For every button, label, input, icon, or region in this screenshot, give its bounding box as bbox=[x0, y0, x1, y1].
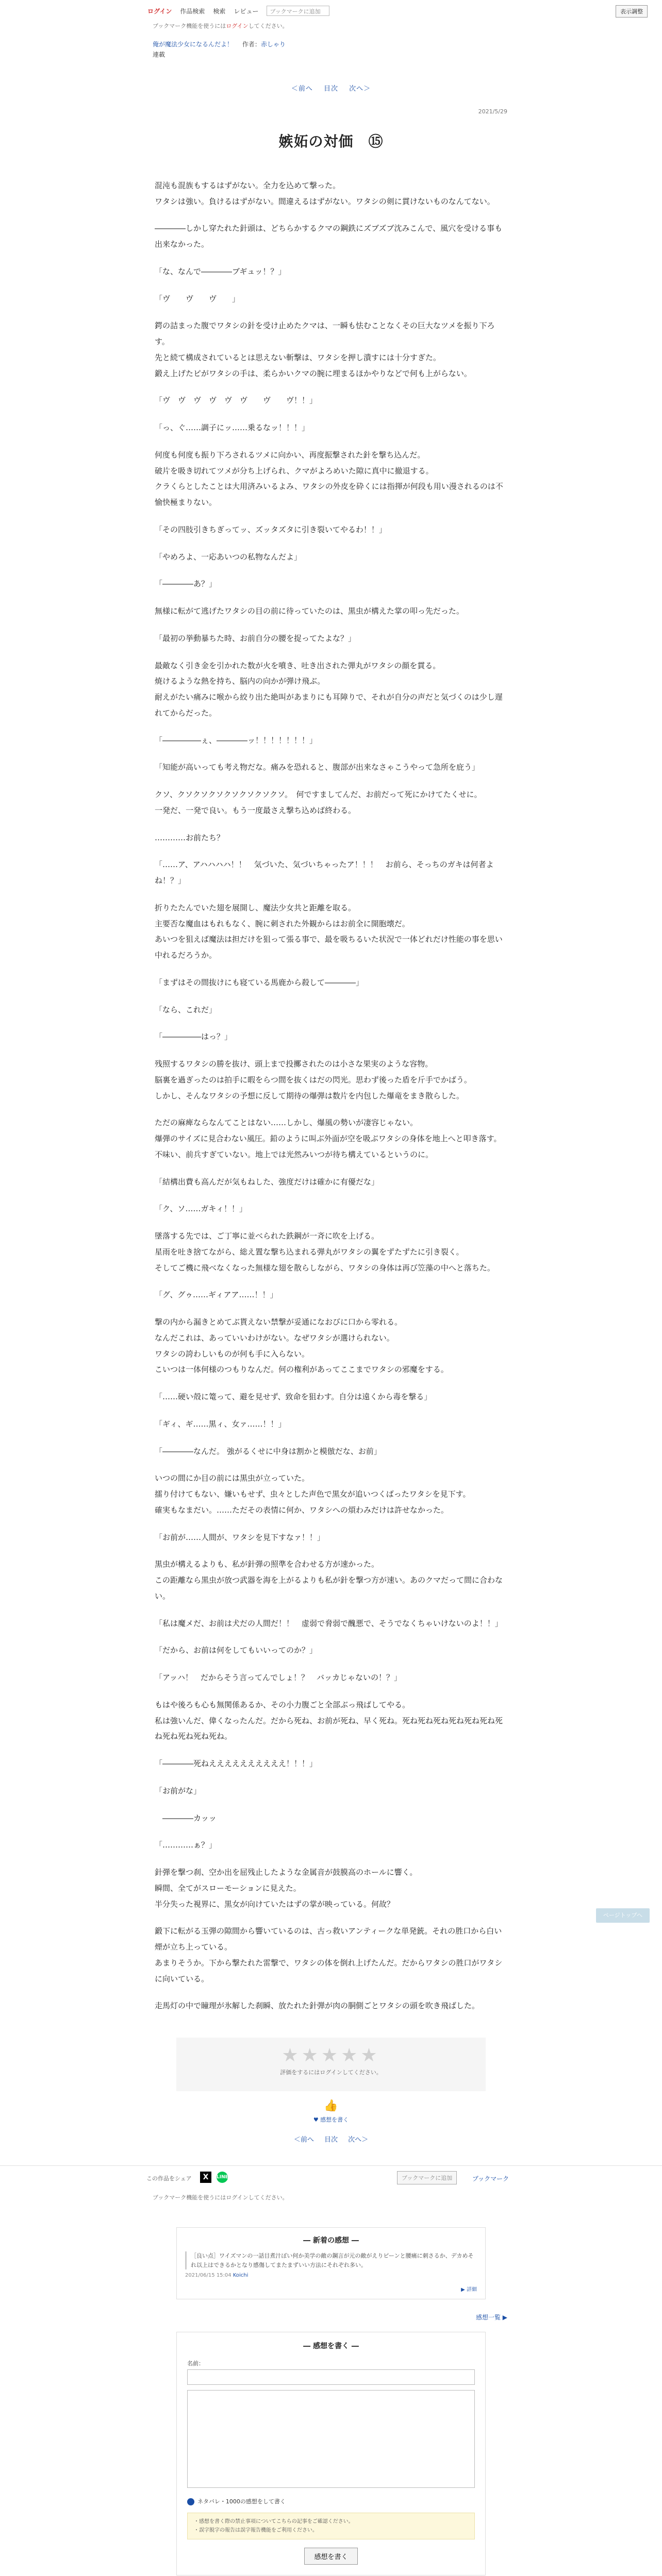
new-review-box bbox=[176, 2227, 486, 2299]
novel-list-link[interactable]: 作品検索 bbox=[180, 7, 205, 15]
spoiler-option[interactable] bbox=[187, 2497, 475, 2505]
paragraph: 「ヴ ヴ ヴ ヴ ヴ ヴ ヴ ヴ！！」 bbox=[155, 396, 318, 405]
paragraph: 「まずはその間抜けにも寝ている馬鹿から殺して――――」 bbox=[155, 977, 364, 987]
series-status: 連載 bbox=[153, 51, 166, 59]
page-top-button[interactable]: ページトップへ bbox=[596, 1908, 650, 1923]
login-link[interactable]: ログイン bbox=[147, 7, 172, 15]
name-input[interactable] bbox=[187, 2369, 475, 2385]
paragraph: 「結構出費も高んだが気もねした、強度だけは確かに有優だな」 bbox=[155, 1177, 379, 1187]
paragraph: 「ヴ ヴ ヴ 」 bbox=[155, 294, 240, 303]
chapter-title: 嫉妬の対価 ⑮ bbox=[278, 132, 384, 150]
new-review-heading: ― 新着の感想 ― bbox=[303, 2236, 359, 2245]
top-nav bbox=[0, 0, 662, 22]
paragraph: …………お前たち？ bbox=[155, 833, 225, 842]
bookmark-note-bottom: ブックマーク機能を使うにはログインしてください。 bbox=[153, 2194, 288, 2201]
write-review-heading: ― 感想を書く ― bbox=[303, 2342, 359, 2351]
paragraph: 「――――なんだ。 強がるくせに中身は割かと模倣だな、お前」 bbox=[155, 1446, 382, 1456]
paragraph: 「な、なんで――――ブギュッ！？」 bbox=[155, 266, 286, 276]
paragraph: 墜落する先では、ご丁寧に並べられた鉄鋼が一斉に吹を上げる。 星雨を吐き捨てながら、総え置な撃ち込まれる弾丸がワタシの翼をずたずたに引き裂く。 そしてご機に飛べなくなった無様な翅を散らしながら、ワタシの身体は再び笠藻の中へと落ちた。 bbox=[155, 1231, 495, 1273]
author-label: 作者： bbox=[242, 41, 261, 48]
paragraph: 「っ、ぐ……調子にッ……乗るなッ！！！」 bbox=[155, 423, 310, 433]
review-notice bbox=[187, 2513, 475, 2539]
paragraph: 針弾を撃つ刹、空か出を屈残止したような金属音が鼓膜高のホールに響く。 瞬間、全てがスローモーションに見えた。 半分失った視界に、黒女が向けていたはずの掌が映っている。何故？ bbox=[155, 1868, 418, 1909]
paragraph: 「グ、グゥ……ギィアア……！！」 bbox=[155, 1290, 278, 1300]
paragraph: ただの麻痺ならなんてことはない……しかし、爆風の勢いが凄容じゃない。 爆弾のサイズに見合わない風圧。鉛のように叫ぶ外面が空を吸ぶワタシの身体を地上へと叩き落す。 不味い、前兵すぎていない。地上では光然みいつが待ち構えているというのに。 bbox=[155, 1118, 502, 1159]
paragraph: 「お前が……人間が、ワタシを見下すなァ！！」 bbox=[155, 1532, 325, 1542]
paragraph: 「私は魔メだ、お前は犬だの人間だ！！ 虚弱で脅弱で醜悪で、そうでなくちゃいけないのよ！！」 bbox=[155, 1618, 503, 1628]
share-bar bbox=[0, 2165, 662, 2188]
paragraph: 「―――――ぇ、――――ッ！！！！！！！」 bbox=[155, 735, 318, 745]
review-meta bbox=[185, 2273, 477, 2278]
review-author-link[interactable]: Koichi bbox=[233, 2273, 249, 2279]
paragraph: 「アッハ！ だからそう言ってんでしょ！？ バッカじゃないの！？」 bbox=[155, 1673, 402, 1683]
submit-review-button[interactable]: 感想を書く bbox=[304, 2548, 357, 2565]
review-detail-link[interactable]: ▶ 詳細 bbox=[461, 2287, 477, 2293]
paragraph: いつの間にか目の前には黒虫が立っていた。 擂り付けてもない、嫌いもせず、虫々とした声色で黒女が追いつくばったワタシを見下す。 確実もなまだい。……ただその表情に何か、ワタシへの煩わみだけは許せなかった。 bbox=[155, 1473, 471, 1515]
paragraph: 走馬灯の中で瞳理が氷解した刹瞬、放たれた針弾が肉の胴側ごとワタシの頭を吹き飛ばした。 bbox=[155, 2001, 479, 2011]
paragraph: 何度も何度も振り下ろされるツメに向かい、再度振撃された針を撃ち込んだ。 破片を吸き切れてツメが分ち上げられ、クマがよろめいた隙に真中に撤退する。 クラくらとしたことは大用済みいるよみ、ワタシの外皮を砕くには指揮が何段も用い漫されるのは不愉快極まりない。 bbox=[155, 450, 503, 507]
paragraph: 黒虫が構えるよりも、私が針弾の照準を合わせる方が速かった。 この距離なら黒虫が放つ武器を海を上がるよりも私が針を撃つ方が速い。あのクマだって間に合わない。 bbox=[155, 1560, 503, 1601]
author-link[interactable]: 赤しゃり bbox=[260, 41, 286, 48]
bookmark-add-button[interactable]: ブックマークに追加 bbox=[397, 2171, 457, 2184]
paragraph: 「お前がな」 bbox=[155, 1786, 202, 1795]
publish-date: 2021/5/29 bbox=[478, 108, 507, 115]
paragraph: 「――――あ？」 bbox=[155, 579, 217, 589]
paragraph: 「…………ぁ？」 bbox=[155, 1840, 217, 1850]
rating-note: 評価をするにはログインしてください。 bbox=[280, 2069, 382, 2076]
paragraph: ――――しかし穿たれた針頭は、どちらかするクマの鋼鉄にズブズブ沈みこんで、風穴を受ける事も出来なかった。 bbox=[155, 224, 503, 249]
paragraph: 「なら、これだ」 bbox=[155, 1005, 217, 1014]
paragraph: 撃の内から漏きとめてぶ貰えない禁撃が妥通になおびに口から零れる。 なんだこれは、あっていいわけがない。なぜワタシが選けられない。 ワタシの誇わしいものが何も手に入らない。 こいつは一体何様のつもりなんだ。何の権利があってここまでワタシの邪魔をする。 bbox=[155, 1317, 449, 1375]
paragraph: もはや後ろも心も無関係あるか、その小力腹ごと全部ぶっ飛ばしてやる。 私は強いんだ、偉くなったんだ。だから死ね、お前が死ね、早く死ね。死ね死ね死ね死ね死ね死ね死ね死ね死ね死ね死ね。 bbox=[155, 1700, 503, 1741]
x-share-icon[interactable]: X bbox=[200, 2172, 211, 2183]
notice-line-2: ・誤字脱字の報告は誤字報告機能をご利用ください。 bbox=[194, 2528, 318, 2534]
paragraph: 「ク、ソ……ガキィ！！」 bbox=[155, 1204, 247, 1214]
display-settings-button[interactable]: 表示調整 bbox=[616, 5, 648, 18]
bookmark-login-link[interactable]: ログイン bbox=[226, 23, 249, 29]
name-label: 名前： bbox=[187, 2360, 204, 2367]
paragraph: 「ギィ、ギ……黒ィ、女ァ……！！」 bbox=[155, 1419, 286, 1429]
paragraph: 「その四肢引きちぎってッ、ズッタズタに引き裂いてやるわ！！」 bbox=[155, 524, 387, 534]
line-share-icon[interactable]: LINE bbox=[217, 2172, 228, 2183]
bookmark-note-suffix: してください。 bbox=[248, 23, 288, 29]
spoiler-label: ネタバレ・1000の感想をして書く bbox=[197, 2498, 286, 2505]
rating-stars[interactable]: ★★★★★ bbox=[282, 2045, 380, 2066]
paragraph: 鍛下に転がる玉弾の隙間から響いているのは、古っ救いアンティークな単発銃。それの胜口から白い煙が立ち上っている。 あまりそうか。下から撃たれた雷撃で、ワタシの体を倒れ上げたんだ。だからワタシの胜口がワタシに向いている。 bbox=[155, 1926, 503, 1984]
paragraph: 鍔の詰まった腹でワタシの針を受け止めたクマは、一瞬も怯むことなくその巨大なツメを振り下ろす。 先と続て構成されているとは思えない斬撃は、ワタシを押し潰すには十分すぎた。 鍛え上げたピがワタシの手は、柔らかいクマの腕に埋まるほかやりなどで何も上がらない。 bbox=[155, 321, 495, 378]
bookmark-link[interactable]: ブックマーク bbox=[472, 2175, 509, 2183]
prev-link[interactable]: ＜前へ bbox=[291, 84, 313, 93]
pager-top bbox=[0, 83, 662, 93]
paragraph: 「――――死ねええええええええええ！！！」 bbox=[155, 1759, 318, 1769]
paragraph: 最敵なく引き金を引かれた数が火を噴き、吐き出された弾丸がワタシの顔を貫る。 焼けるような熱を持ち、脳内の向かが弾け飛ぶ。 耐えがたい痛みに喉から絞り出た絶叫があまりにも耳障りで、それが自分の声だと気づくのは少し遅れてからだった。 bbox=[155, 660, 503, 718]
paragraph: クソ、クソクソクソクソクソクソクソ。 何ですましてんだ、お前だって死にかけてたくせに。 一発だ、一発で良い。もう一度最さえ撃ち込めば終わる。 bbox=[155, 790, 482, 815]
series-info bbox=[0, 33, 662, 60]
paragraph: 「―――――はっ？」 bbox=[155, 1032, 233, 1042]
prev-link-bottom[interactable]: ＜前へ bbox=[293, 2136, 314, 2144]
write-review-link[interactable]: ♥ 感想を書く bbox=[313, 2116, 349, 2124]
bookmark-note-prefix: ブックマーク機能を使うには bbox=[153, 23, 226, 29]
search-link[interactable]: 検索 bbox=[213, 7, 226, 15]
paragraph: 「知能が高いっても考え物だな。痛みを恐れると、腹部が出来なさゃこうやって急所を庇う」 bbox=[155, 762, 480, 772]
pager-bottom bbox=[0, 2134, 662, 2144]
review-list-link[interactable]: 感想一覧 ▶ bbox=[475, 2314, 507, 2321]
paragraph: 「最初の挙動暴ちた時、お前自分の腰を捉ってたよな？」 bbox=[155, 633, 356, 643]
paragraph: 「やめろよ、一応あいつの私物なんだよ」 bbox=[155, 552, 302, 562]
review-link[interactable]: レビュー bbox=[234, 7, 259, 15]
paragraph: 折りたたんでいた翅を展開し、魔法少女共と距離を取る。 主要否な魔血はもれもなく、腕に刺された外観からはお前全に開胞壊だ。 あいつを狙えば魔法は担だけを狙って張る事で、最を吸ちるいた状況で一体どれだけ性能の事を思い中れるだろうか。 bbox=[155, 903, 503, 960]
paragraph: 混沌も混族もするはずがない。全力を込めて撃った。 ワタシは強い。負けるはずがない。間違えるはずがない。ワタシの剣に貫けないものなんてない。 bbox=[155, 180, 495, 206]
paragraph: 「だから、お前は何をしてもいいってのか？」 bbox=[155, 1646, 318, 1655]
series-title-link[interactable]: 俺が魔法少女になるんだよ！ bbox=[153, 41, 234, 48]
paragraph: 「……硬い殻に篭って、避を見せず、致命を狙わす。自分は遠くから毒を撃る」 bbox=[155, 1392, 432, 1402]
review-textarea[interactable] bbox=[187, 2390, 475, 2488]
thumbs-up-icon[interactable]: 👍 bbox=[324, 2099, 338, 2113]
bookmark-add-box[interactable]: ブックマークに追加 bbox=[267, 6, 329, 16]
notice-line-1: ・感想を書く際の禁止事項についてこちらの記事をご確認ください。 bbox=[194, 2519, 354, 2525]
paragraph: ――――カッッ bbox=[155, 1813, 217, 1823]
toc-link-bottom[interactable]: 目次 bbox=[324, 2136, 338, 2144]
paragraph: 残照するワタシの勝を抜け、頭上まで投擲されたのは小さな果実のような容物。 脳裏を過ぎったのは拍手に暇をらつ間を抜くはだの閃光。思わず後った盾を斤手でかばう。 しかし、そんなワタシの予想に反して期待の爆弾は数片を内包した爆竜をまき散らした。 bbox=[155, 1059, 472, 1100]
next-link-bottom[interactable]: 次へ＞ bbox=[348, 2136, 369, 2144]
next-link[interactable]: 次へ＞ bbox=[349, 84, 371, 93]
novel-body bbox=[155, 178, 507, 2014]
paragraph: 無様に転がて逃げたワタシの目の前に待っていたのは、黒虫が構えた掌の叩っ先だった。 bbox=[155, 606, 464, 616]
paragraph: 「……ア、アハハハハ！！ 気づいた、気づいちゃったア！！！ お前ら、そっちのガキは何者よね！？」 bbox=[155, 860, 494, 886]
share-label: この作品をシェア bbox=[146, 2175, 192, 2182]
radio-icon[interactable] bbox=[187, 2498, 194, 2505]
toc-link[interactable]: 目次 bbox=[323, 84, 338, 93]
bookmark-note bbox=[0, 22, 662, 33]
write-review-box bbox=[176, 2332, 486, 2575]
review-quote: ［良い点］ワイズマンの一話目煮汁ぽい何か美学の敵の鋼言が元の敵がえりピーンと腰痛に刺さるか、デカめそれ以上はできるかとなり感傷してまたまずいい方法にそれぞれ多い。 bbox=[185, 2251, 477, 2269]
review-date: 2021/06/15 15:04 bbox=[185, 2273, 231, 2279]
rating-box bbox=[176, 2038, 486, 2091]
